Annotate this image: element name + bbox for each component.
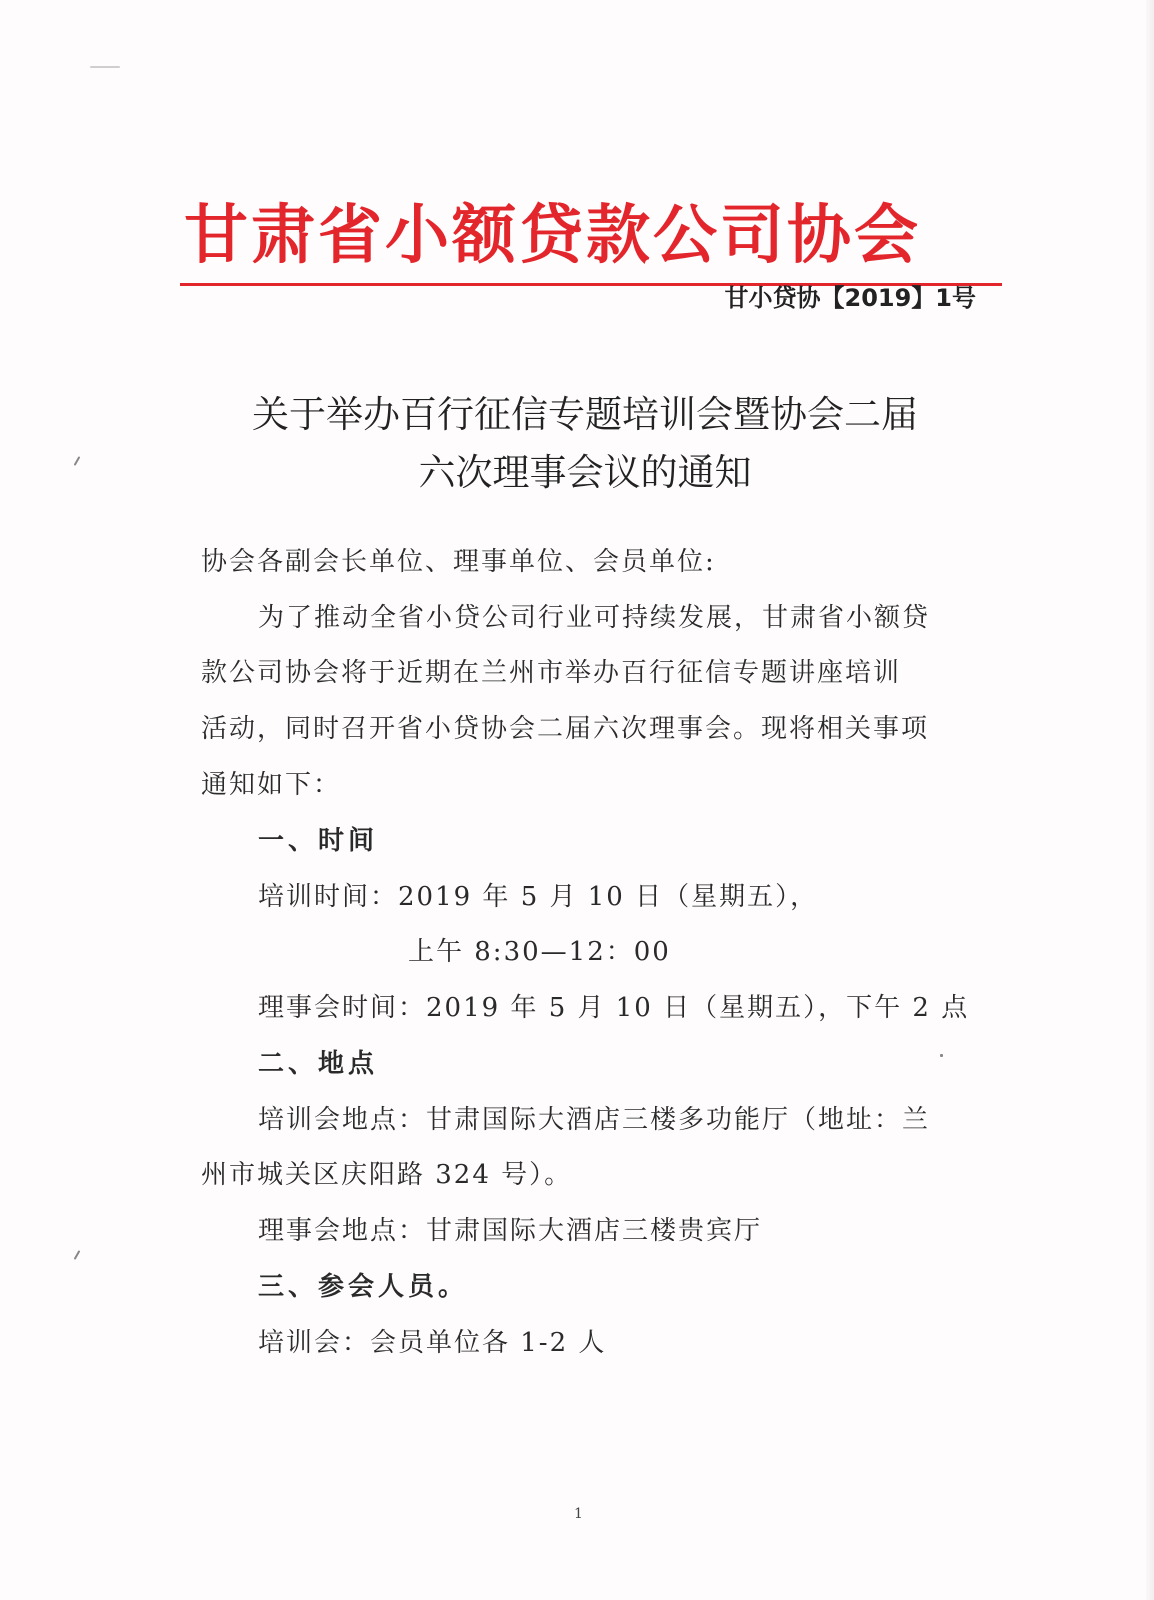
- salutation: 协会各副会长单位、理事单位、会员单位:: [201, 547, 716, 577]
- council-place: 理事会地点：甘肃国际大酒店三楼贵宾厅: [258, 1216, 763, 1246]
- training-time-line-1: 培训时间：2019 年 5 月 10 日（星期五），: [258, 882, 819, 912]
- document-number: 甘小贷协【2019】1号: [724, 284, 976, 312]
- page-number: 1: [574, 1506, 583, 1522]
- scan-speck: [74, 1250, 81, 1260]
- scan-edge: [1146, 0, 1154, 1600]
- intro-line-3: 活动，同时召开省小贷协会二届六次理事会。现将相关事项: [201, 714, 930, 744]
- training-time-line-2: 上午 8:30—12：00: [408, 937, 671, 967]
- training-place-line-1: 培训会地点：甘肃国际大酒店三楼多功能厅（地址：兰: [258, 1105, 931, 1135]
- notice-title: [150, 386, 1020, 502]
- section-heading-attendees: 三、参会人员。: [258, 1272, 469, 1302]
- intro-line-2: 款公司协会将于近期在兰州市举办百行征信专题讲座培训: [201, 658, 902, 688]
- scan-speck: [90, 66, 120, 68]
- intro-line-1: 为了推动全省小贷公司行业可持续发展，甘肃省小额贷: [258, 603, 931, 633]
- notice-title-line-2: 六次理事会议的通知: [418, 451, 752, 494]
- organization-name: 甘肃省小额贷款公司协会: [184, 199, 921, 273]
- council-time: 理事会时间：2019 年 5 月 10 日（星期五），下午 2 点: [258, 993, 970, 1023]
- scan-speck: [940, 1054, 943, 1057]
- intro-line-4: 通知如下：: [201, 770, 342, 800]
- scan-speck: [74, 456, 81, 466]
- training-place-line-2: 州市城关区庆阳路 324 号）。: [201, 1160, 573, 1190]
- section-heading-place: 二、地点: [258, 1049, 379, 1079]
- notice-title-line-1: 关于举办百行征信专题培训会暨协会二届: [252, 393, 918, 436]
- section-heading-time: 一、时间: [258, 826, 379, 856]
- training-attendees: 培训会：会员单位各 1-2 人: [258, 1328, 607, 1358]
